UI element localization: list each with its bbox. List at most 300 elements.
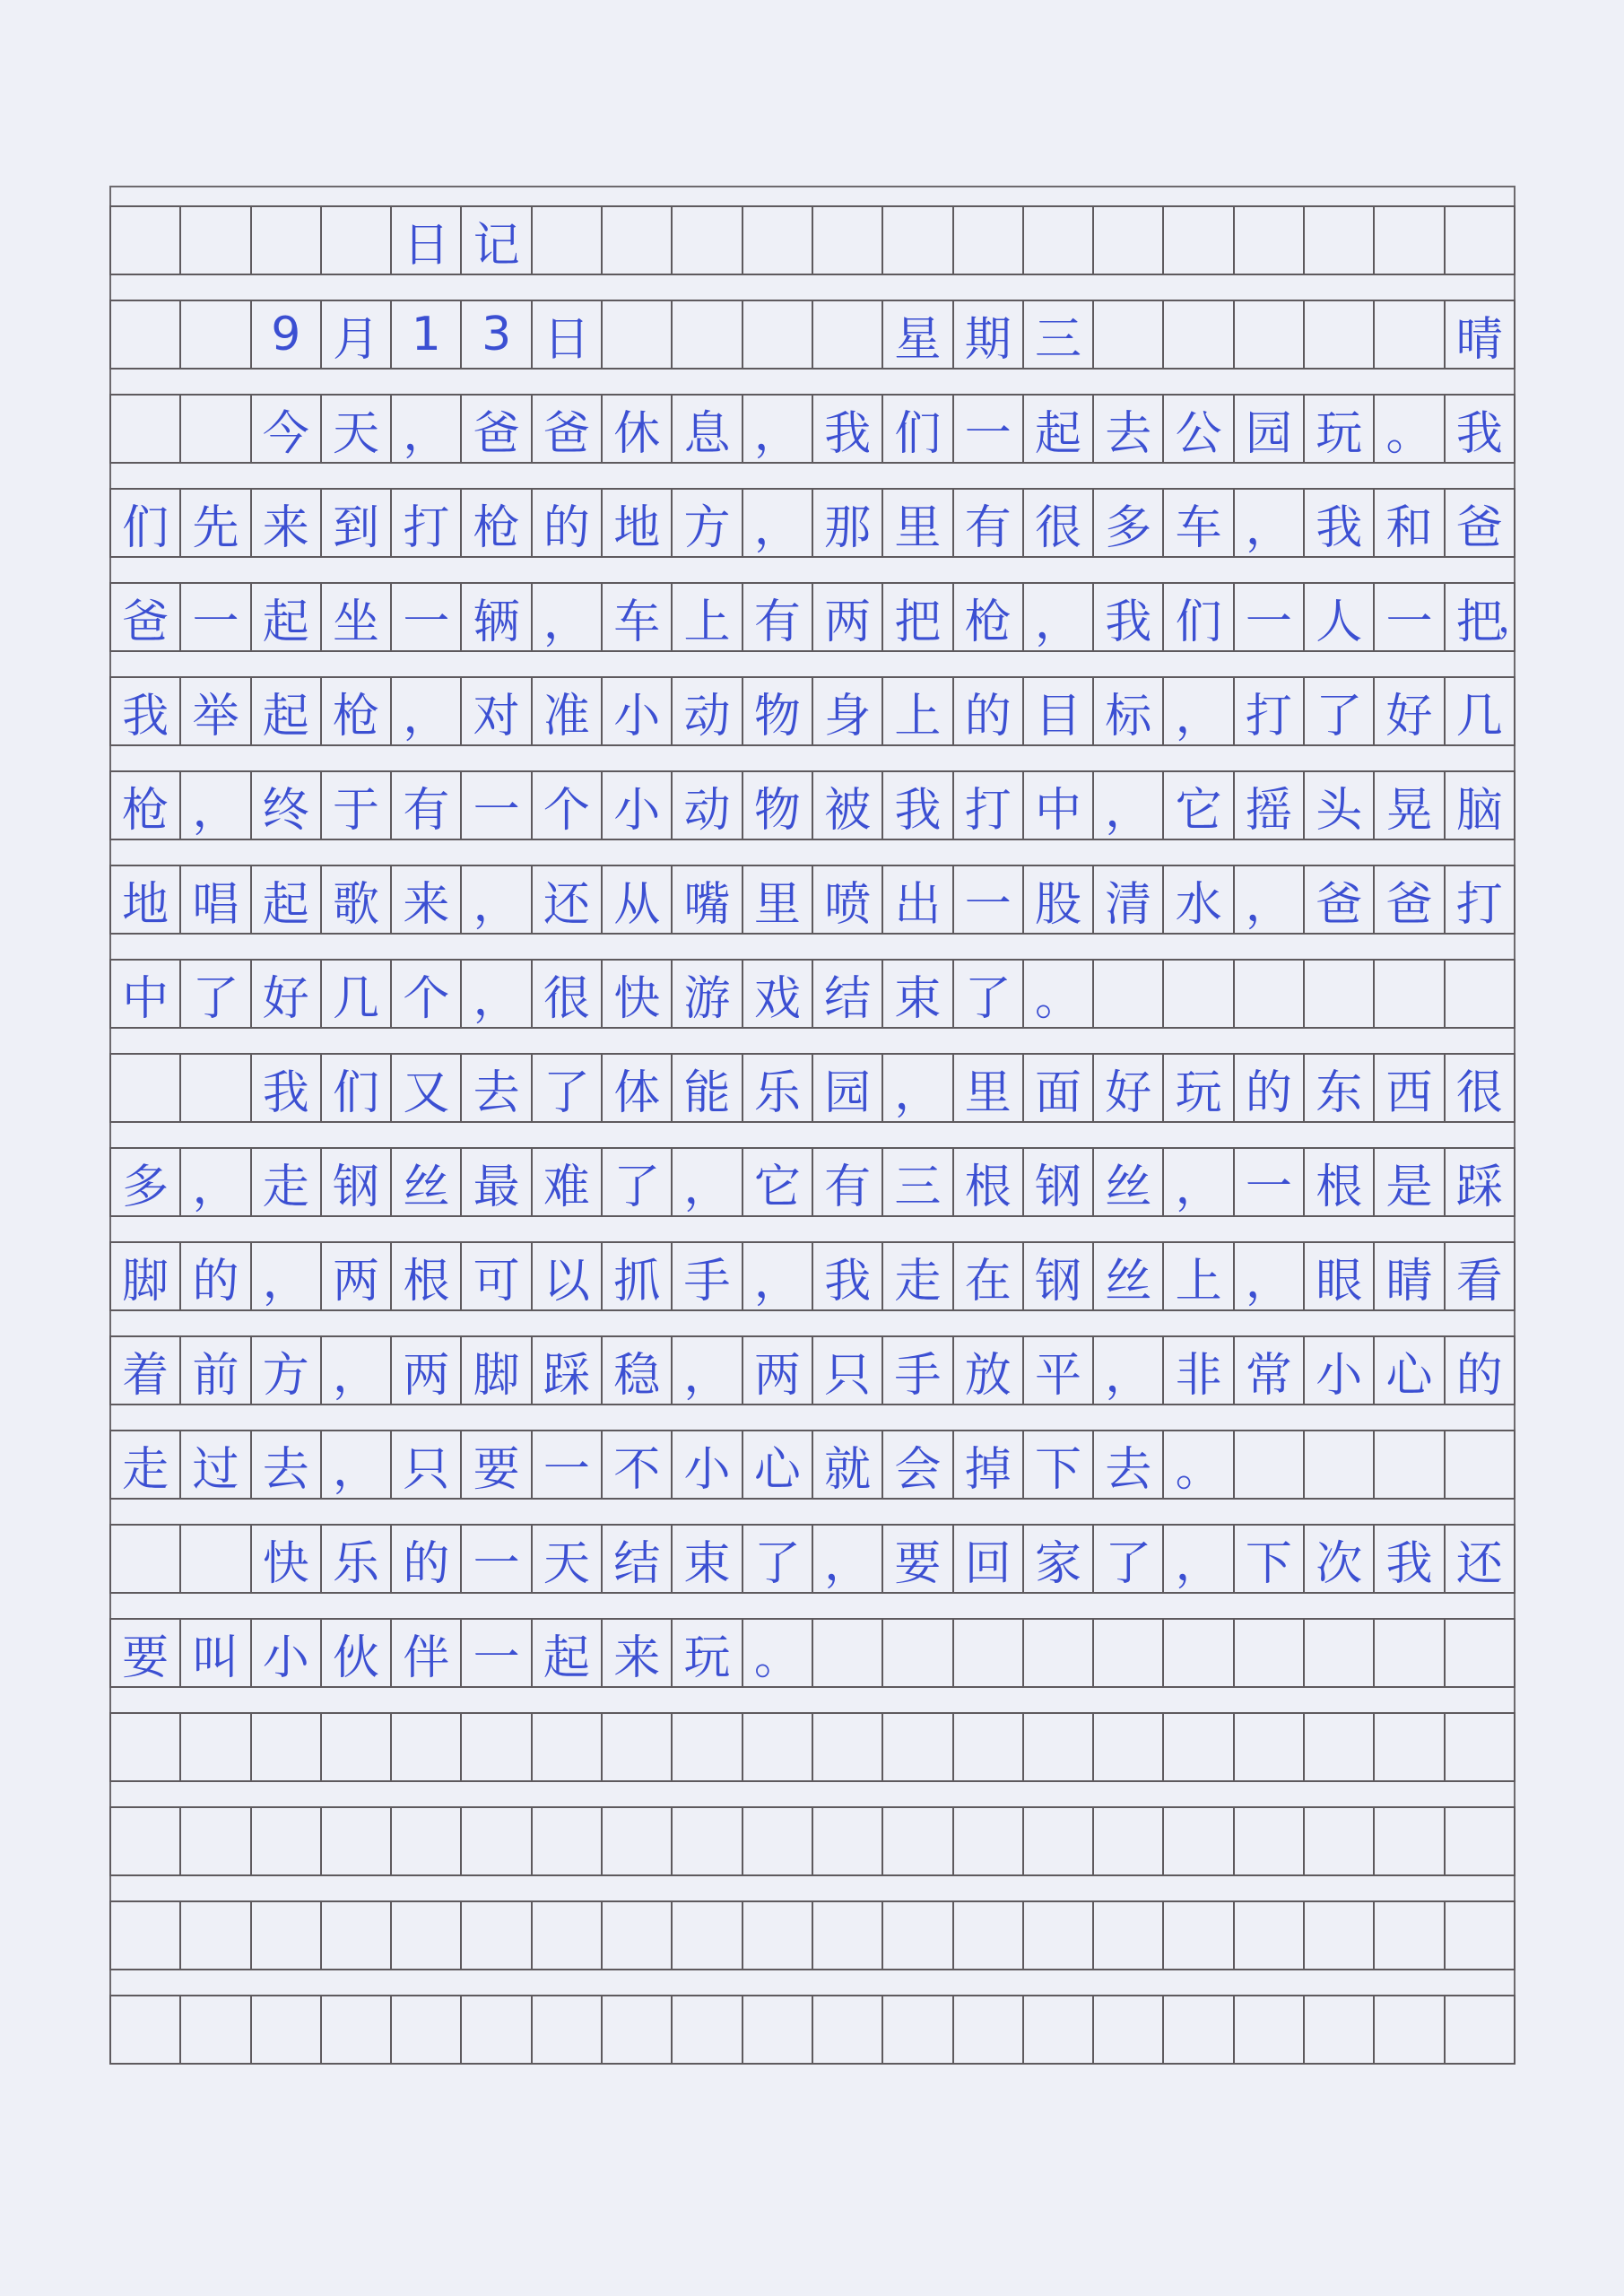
grid-cell: 快 bbox=[252, 1526, 322, 1592]
grid-cell bbox=[1094, 207, 1164, 274]
grid-cell bbox=[111, 207, 181, 274]
grid-cell bbox=[954, 1620, 1024, 1686]
grid-cell: 打 bbox=[954, 772, 1024, 839]
grid-cell bbox=[322, 1996, 392, 2063]
grid-cell bbox=[743, 301, 813, 368]
grid-cell: 我 bbox=[1094, 584, 1164, 650]
grid-cell: 地 bbox=[603, 490, 673, 556]
grid-cell: 的 bbox=[1235, 1055, 1305, 1121]
grid-cell bbox=[392, 1902, 462, 1969]
grid-cell: 不 bbox=[603, 1431, 673, 1498]
grid-cell: 来 bbox=[252, 490, 322, 556]
grid-cell bbox=[883, 1996, 953, 2063]
grid-cell bbox=[1235, 961, 1305, 1027]
grid-cell: 日 bbox=[392, 207, 462, 274]
grid-cell: ， bbox=[1164, 1149, 1234, 1215]
grid-cell: 踩 bbox=[533, 1337, 603, 1404]
grid-cell bbox=[1375, 207, 1445, 274]
grid-cell: 家 bbox=[1024, 1526, 1094, 1592]
grid-cell: 先 bbox=[181, 490, 251, 556]
grid-cell: 丝 bbox=[1094, 1243, 1164, 1309]
grid-cell: 多 bbox=[1094, 490, 1164, 556]
grid-cell: 还 bbox=[533, 866, 603, 933]
grid-cell: 要 bbox=[462, 1431, 532, 1498]
grid-cell bbox=[181, 1808, 251, 1874]
grid-cell bbox=[743, 1714, 813, 1780]
grid-cell bbox=[603, 207, 673, 274]
grid-cell: 小 bbox=[603, 772, 673, 839]
grid-cell: 很 bbox=[1455, 1065, 1503, 1120]
grid-cell: ， bbox=[743, 490, 813, 556]
grid-cell: 爸 bbox=[111, 584, 181, 650]
grid-cell bbox=[111, 396, 181, 462]
grid-cell: 的 bbox=[181, 1243, 251, 1309]
grid-row bbox=[109, 582, 1537, 652]
grid-row bbox=[109, 1053, 1515, 1123]
grid-cell: 根 bbox=[392, 1243, 462, 1309]
grid-cell: 9 bbox=[252, 301, 322, 368]
grid-row-separator bbox=[109, 1500, 1515, 1524]
grid-cell: 园 bbox=[813, 1055, 883, 1121]
grid-cell bbox=[181, 1996, 251, 2063]
grid-cell: 1 bbox=[392, 301, 462, 368]
grid-cell bbox=[1375, 1902, 1445, 1969]
grid-cell: 于 bbox=[322, 772, 392, 839]
grid-cell bbox=[954, 1714, 1024, 1780]
grid-cell bbox=[1235, 1620, 1305, 1686]
grid-cell: 我 bbox=[252, 1055, 322, 1121]
grid-cell bbox=[181, 301, 251, 368]
grid-cell bbox=[1375, 1620, 1445, 1686]
grid-cell: 了 bbox=[743, 1526, 813, 1592]
grid-cell: 踩 bbox=[1455, 1160, 1503, 1214]
grid-cell: 下 bbox=[1235, 1526, 1305, 1592]
grid-cell: 两 bbox=[743, 1337, 813, 1404]
grid-cell: ， bbox=[673, 1149, 743, 1215]
grid-cell bbox=[111, 1714, 181, 1780]
grid-row-separator bbox=[109, 1594, 1515, 1618]
grid-cell bbox=[1305, 1431, 1375, 1498]
grid-cell: 就 bbox=[813, 1431, 883, 1498]
grid-cell: 下 bbox=[1024, 1431, 1094, 1498]
grid-cell bbox=[252, 1714, 322, 1780]
grid-cell: 走 bbox=[111, 1431, 181, 1498]
grid-cell: 唱 bbox=[181, 866, 251, 933]
grid-cell bbox=[1446, 1431, 1514, 1498]
grid-cell: 。 bbox=[1164, 1431, 1234, 1498]
grid-cell: 它 bbox=[743, 1149, 813, 1215]
grid-cell bbox=[181, 207, 251, 274]
grid-row bbox=[109, 1430, 1515, 1500]
grid-cell: 人 bbox=[1305, 584, 1375, 650]
grid-row-separator bbox=[109, 275, 1515, 300]
grid-cell: 爸 bbox=[462, 396, 532, 462]
grid-cell bbox=[1446, 207, 1514, 274]
grid-cell: 丝 bbox=[392, 1149, 462, 1215]
grid-cell bbox=[743, 1902, 813, 1969]
grid-cell: 个 bbox=[392, 961, 462, 1027]
grid-cell bbox=[1305, 1620, 1375, 1686]
grid-cell bbox=[181, 396, 251, 462]
grid-cell: 天 bbox=[533, 1526, 603, 1592]
grid-row bbox=[109, 1806, 1515, 1876]
grid-cell bbox=[813, 1808, 883, 1874]
grid-cell: 们 bbox=[1164, 584, 1234, 650]
grid-cell bbox=[392, 1714, 462, 1780]
grid-cell: 结 bbox=[603, 1526, 673, 1592]
grid-cell: 两 bbox=[322, 1243, 392, 1309]
grid-cell bbox=[1305, 1714, 1375, 1780]
grid-cell: 束 bbox=[883, 961, 953, 1027]
grid-cell bbox=[533, 1902, 603, 1969]
grid-row bbox=[109, 865, 1515, 935]
grid-row bbox=[109, 300, 1515, 370]
grid-cell: 心 bbox=[1375, 1337, 1445, 1404]
grid-cell: 和 bbox=[1375, 490, 1445, 556]
grid-cell: 我 bbox=[813, 1243, 883, 1309]
grid-row-separator bbox=[109, 652, 1515, 676]
grid-cell: 几 bbox=[1455, 689, 1503, 744]
grid-cell bbox=[1305, 1996, 1375, 2063]
grid-cell: 上 bbox=[673, 584, 743, 650]
grid-cell: 玩 bbox=[673, 1620, 743, 1686]
grid-cell bbox=[1446, 1620, 1514, 1686]
grid-cell: 抓 bbox=[603, 1243, 673, 1309]
grid-cell bbox=[252, 207, 322, 274]
grid-cell: 举 bbox=[181, 678, 251, 744]
grid-cell: 一 bbox=[462, 1526, 532, 1592]
grid-cell: 可 bbox=[462, 1243, 532, 1309]
grid-cell: 只 bbox=[392, 1431, 462, 1498]
grid-cell bbox=[673, 301, 743, 368]
grid-cell bbox=[1024, 1714, 1094, 1780]
grid-row-separator bbox=[109, 1688, 1515, 1712]
grid-cell: 物 bbox=[743, 678, 813, 744]
grid-cell: 又 bbox=[392, 1055, 462, 1121]
grid-cell: 目 bbox=[1024, 678, 1094, 744]
grid-cell: 们 bbox=[322, 1055, 392, 1121]
grid-cell bbox=[1235, 1431, 1305, 1498]
grid-row-separator bbox=[109, 840, 1515, 865]
grid-cell: 3 bbox=[462, 301, 532, 368]
grid-row bbox=[109, 1995, 1515, 2065]
grid-cell: 枪 bbox=[462, 490, 532, 556]
grid-cell bbox=[1375, 301, 1445, 368]
grid-cell: 钢 bbox=[1024, 1149, 1094, 1215]
grid-row bbox=[109, 1335, 1515, 1405]
grid-cell: 戏 bbox=[743, 961, 813, 1027]
grid-cell: 要 bbox=[111, 1620, 181, 1686]
grid-row-separator bbox=[109, 1311, 1515, 1335]
grid-cell: 在 bbox=[954, 1243, 1024, 1309]
grid-cell bbox=[743, 1808, 813, 1874]
grid-cell bbox=[533, 207, 603, 274]
grid-cell: 脚 bbox=[462, 1337, 532, 1404]
grid-cell bbox=[813, 207, 883, 274]
grid-cell: 它 bbox=[1164, 772, 1234, 839]
grid-cell bbox=[111, 1526, 181, 1592]
grid-cell: 小 bbox=[1305, 1337, 1375, 1404]
grid-cell: 摇 bbox=[1235, 772, 1305, 839]
grid-cell: ， bbox=[1235, 866, 1305, 933]
grid-cell: 把 bbox=[883, 584, 953, 650]
grid-cell bbox=[322, 207, 392, 274]
grid-cell: 爸 bbox=[1455, 500, 1503, 555]
grid-cell: 了 bbox=[533, 1055, 603, 1121]
grid-cell: 非 bbox=[1164, 1337, 1234, 1404]
grid-cell bbox=[883, 1714, 953, 1780]
grid-cell: 里 bbox=[883, 490, 953, 556]
grid-cell bbox=[883, 1808, 953, 1874]
grid-cell bbox=[954, 207, 1024, 274]
grid-cell: ， bbox=[1094, 772, 1164, 839]
grid-cell: 三 bbox=[1024, 301, 1094, 368]
grid-cell: 是 bbox=[1375, 1149, 1445, 1215]
grid-cell: 几 bbox=[322, 961, 392, 1027]
grid-cell: 西 bbox=[1375, 1055, 1445, 1121]
composition-grid-paper bbox=[109, 186, 1537, 2065]
grid-cell bbox=[181, 1714, 251, 1780]
grid-cell: 以 bbox=[533, 1243, 603, 1309]
grid-cell: 好 bbox=[252, 961, 322, 1027]
grid-cell bbox=[954, 1996, 1024, 2063]
grid-cell bbox=[1305, 961, 1375, 1027]
grid-cell: 要 bbox=[883, 1526, 953, 1592]
grid-cell bbox=[1446, 961, 1514, 1027]
grid-cell: 一 bbox=[1375, 584, 1445, 650]
grid-cell bbox=[111, 1055, 181, 1121]
grid-cell: 会 bbox=[883, 1431, 953, 1498]
grid-cell bbox=[462, 1808, 532, 1874]
grid-cell: 根 bbox=[1305, 1149, 1375, 1215]
grid-cell: 有 bbox=[813, 1149, 883, 1215]
grid-cell bbox=[322, 1808, 392, 1874]
grid-cell: 头 bbox=[1305, 772, 1375, 839]
grid-cell: 好 bbox=[1375, 678, 1445, 744]
grid-cell: 的 bbox=[954, 678, 1024, 744]
grid-cell bbox=[1235, 1714, 1305, 1780]
grid-cell: 月 bbox=[322, 301, 392, 368]
grid-cell: 清 bbox=[1094, 866, 1164, 933]
grid-cell: 一 bbox=[462, 1620, 532, 1686]
grid-cell: 爸 bbox=[1375, 866, 1445, 933]
grid-cell: 从 bbox=[603, 866, 673, 933]
grid-cell: 休 bbox=[603, 396, 673, 462]
grid-cell bbox=[1446, 1996, 1514, 2063]
grid-cell: 一 bbox=[392, 584, 462, 650]
grid-cell: 眼 bbox=[1305, 1243, 1375, 1309]
grid-cell: ， bbox=[1235, 1243, 1305, 1309]
grid-cell: 钢 bbox=[1024, 1243, 1094, 1309]
grid-cell: ， bbox=[1235, 490, 1305, 556]
grid-cell bbox=[1094, 1620, 1164, 1686]
grid-cell: ， bbox=[533, 584, 603, 650]
grid-cell: 。 bbox=[1024, 961, 1094, 1027]
grid-cell: 一 bbox=[1235, 1149, 1305, 1215]
grid-cell: 很 bbox=[533, 961, 603, 1027]
grid-cell bbox=[603, 1902, 673, 1969]
grid-cell: 我 bbox=[1455, 406, 1503, 461]
grid-cell: 伙 bbox=[322, 1620, 392, 1686]
grid-cell: ， bbox=[322, 1337, 392, 1404]
grid-row-separator bbox=[109, 1970, 1515, 1995]
grid-row bbox=[109, 1712, 1515, 1782]
grid-rows bbox=[109, 205, 1537, 2065]
grid-cell: 我 bbox=[883, 772, 953, 839]
grid-cell: 。 bbox=[1375, 396, 1445, 462]
grid-cell: 来 bbox=[392, 866, 462, 933]
grid-cell: 能 bbox=[673, 1055, 743, 1121]
grid-cell: 辆 bbox=[462, 584, 532, 650]
grid-cell: 小 bbox=[252, 1620, 322, 1686]
grid-cell bbox=[392, 1996, 462, 2063]
grid-cell: 股 bbox=[1024, 866, 1094, 933]
grid-cell: 动 bbox=[673, 678, 743, 744]
grid-row-separator bbox=[109, 746, 1515, 770]
grid-cell: ， bbox=[1164, 1526, 1234, 1592]
grid-row bbox=[109, 676, 1515, 746]
grid-cell bbox=[743, 1996, 813, 2063]
grid-cell bbox=[1094, 1714, 1164, 1780]
grid-cell bbox=[1446, 1714, 1514, 1780]
grid-cell: 上 bbox=[883, 678, 953, 744]
grid-cell: 有 bbox=[954, 490, 1024, 556]
grid-cell: 枪 bbox=[954, 584, 1024, 650]
grid-cell: 们 bbox=[111, 490, 181, 556]
grid-cell bbox=[252, 1808, 322, 1874]
grid-cell: 结 bbox=[813, 961, 883, 1027]
grid-cell: 到 bbox=[322, 490, 392, 556]
grid-cell bbox=[1375, 961, 1445, 1027]
grid-cell bbox=[673, 1902, 743, 1969]
grid-cell: 一 bbox=[954, 866, 1024, 933]
grid-cell: 一 bbox=[954, 396, 1024, 462]
grid-cell bbox=[1094, 1996, 1164, 2063]
grid-cell: 歌 bbox=[322, 866, 392, 933]
grid-cell: 星 bbox=[883, 301, 953, 368]
grid-cell bbox=[1235, 1808, 1305, 1874]
grid-row bbox=[109, 1900, 1515, 1970]
grid-cell: 我 bbox=[111, 678, 181, 744]
grid-cell bbox=[603, 301, 673, 368]
grid-cell bbox=[111, 1808, 181, 1874]
grid-cell: 们 bbox=[883, 396, 953, 462]
grid-cell: 前 bbox=[181, 1337, 251, 1404]
grid-cell: 息 bbox=[673, 396, 743, 462]
grid-cell bbox=[954, 1902, 1024, 1969]
grid-cell: 多 bbox=[111, 1149, 181, 1215]
grid-cell: 方 bbox=[673, 490, 743, 556]
grid-cell: 园 bbox=[1235, 396, 1305, 462]
grid-cell bbox=[1164, 1808, 1234, 1874]
grid-cell: 日 bbox=[533, 301, 603, 368]
grid-cell: 两 bbox=[392, 1337, 462, 1404]
grid-cell bbox=[1164, 1714, 1234, 1780]
grid-cell bbox=[252, 1996, 322, 2063]
grid-cell bbox=[673, 1808, 743, 1874]
grid-cell: 出 bbox=[883, 866, 953, 933]
grid-cell: 期 bbox=[954, 301, 1024, 368]
grid-cell: 我 bbox=[1375, 1526, 1445, 1592]
grid-row-separator bbox=[109, 370, 1515, 394]
overflow-punctuation: ， bbox=[1497, 596, 1537, 641]
grid-cell: 打 bbox=[392, 490, 462, 556]
grid-cell: 了 bbox=[181, 961, 251, 1027]
grid-cell: 了 bbox=[1305, 678, 1375, 744]
grid-cell: 枪 bbox=[322, 678, 392, 744]
grid-cell: 好 bbox=[1094, 1055, 1164, 1121]
grid-cell bbox=[1235, 1902, 1305, 1969]
grid-row bbox=[109, 205, 1515, 275]
grid-cell: 物 bbox=[743, 772, 813, 839]
grid-cell: 体 bbox=[603, 1055, 673, 1121]
grid-cell: 起 bbox=[252, 866, 322, 933]
grid-cell: 三 bbox=[883, 1149, 953, 1215]
grid-cell bbox=[1375, 1996, 1445, 2063]
grid-cell: 记 bbox=[462, 207, 532, 274]
grid-cell: 起 bbox=[533, 1620, 603, 1686]
grid-row bbox=[109, 1241, 1515, 1311]
grid-cell: 伴 bbox=[392, 1620, 462, 1686]
grid-cell: 个 bbox=[533, 772, 603, 839]
grid-cell bbox=[462, 1714, 532, 1780]
grid-cell: 玩 bbox=[1164, 1055, 1234, 1121]
grid-cell: 那 bbox=[813, 490, 883, 556]
grid-cell: 。 bbox=[743, 1620, 813, 1686]
grid-cell: 起 bbox=[252, 678, 322, 744]
grid-cell: 我 bbox=[1305, 490, 1375, 556]
grid-cell: 中 bbox=[111, 961, 181, 1027]
grid-cell: 爸 bbox=[1305, 866, 1375, 933]
grid-cell: 起 bbox=[1024, 396, 1094, 462]
grid-cell bbox=[322, 1714, 392, 1780]
grid-row bbox=[109, 1524, 1515, 1594]
grid-cell bbox=[883, 1620, 953, 1686]
grid-cell: 坐 bbox=[322, 584, 392, 650]
grid-cell: 睛 bbox=[1375, 1243, 1445, 1309]
grid-cell bbox=[813, 301, 883, 368]
grid-cell: ， bbox=[1024, 584, 1094, 650]
grid-cell bbox=[1024, 1808, 1094, 1874]
grid-cell: 脚 bbox=[111, 1243, 181, 1309]
grid-cell bbox=[181, 1526, 251, 1592]
grid-cell: 快 bbox=[603, 961, 673, 1027]
grid-cell: 终 bbox=[252, 772, 322, 839]
grid-cell bbox=[1305, 301, 1375, 368]
grid-cell bbox=[181, 1902, 251, 1969]
grid-cell bbox=[1164, 207, 1234, 274]
grid-cell bbox=[1024, 207, 1094, 274]
grid-cell: 着 bbox=[111, 1337, 181, 1404]
grid-row-separator bbox=[109, 935, 1515, 959]
grid-cell: 走 bbox=[252, 1149, 322, 1215]
grid-row bbox=[109, 394, 1515, 464]
grid-cell: 有 bbox=[743, 584, 813, 650]
grid-cell: 地 bbox=[111, 866, 181, 933]
grid-cell: 的 bbox=[392, 1526, 462, 1592]
grid-cell: ， bbox=[1164, 678, 1234, 744]
grid-row-separator bbox=[109, 1405, 1515, 1430]
grid-cell: ， bbox=[462, 866, 532, 933]
grid-cell: 被 bbox=[813, 772, 883, 839]
grid-cell: 回 bbox=[954, 1526, 1024, 1592]
grid-cell: 去 bbox=[1094, 396, 1164, 462]
grid-cell bbox=[1446, 1902, 1514, 1969]
grid-cell bbox=[954, 1808, 1024, 1874]
grid-cell: 丝 bbox=[1094, 1149, 1164, 1215]
grid-cell bbox=[1375, 1714, 1445, 1780]
grid-cell: 游 bbox=[673, 961, 743, 1027]
